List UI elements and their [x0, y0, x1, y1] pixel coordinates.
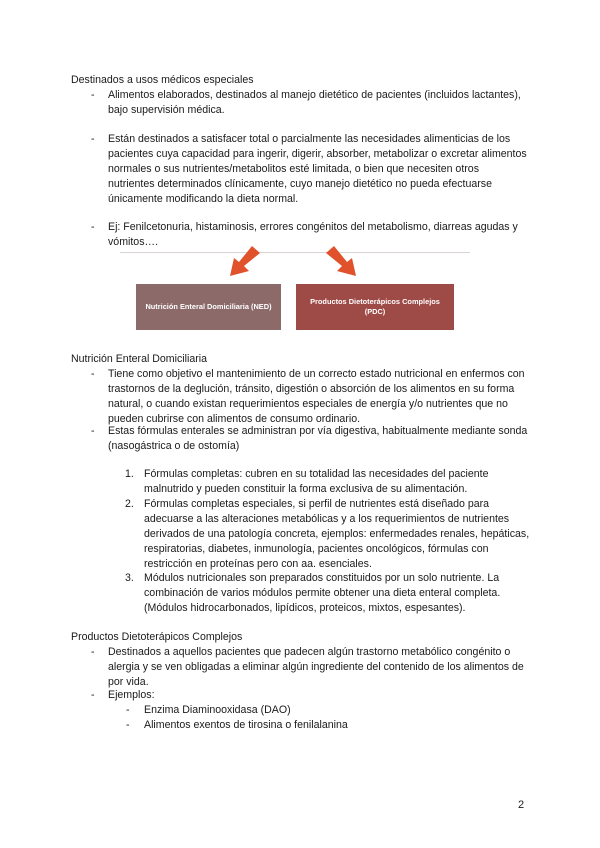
item-number: 3. [125, 572, 134, 584]
bullet-text: Alimentos elaborados, destinados al manejo dietético de pacientes (incluidos lactantes), bajo supervisión médica. [108, 89, 521, 116]
diagram-box-pdc [296, 284, 454, 330]
diagram-box-ned [136, 284, 281, 330]
section-heading-ned: Nutrición Enteral Domiciliaria [71, 353, 207, 365]
diagram-box-ned-label: Nutrición Enteral Domiciliaria (NED) [145, 302, 272, 311]
section-heading-usos-medicos: Destinados a usos médicos especiales [71, 74, 254, 86]
numbered-text: Módulos nutricionales son preparados constituidos por un solo nutriente. La combinación de varios módulos permite obtener una dieta enteral completa. (Módulos hidrocarbonados, lipídicos, proteicos, mixtos, espesantes). [144, 572, 501, 614]
item-number: 2. [125, 498, 134, 510]
sub-bullet-dash: - [126, 719, 130, 731]
bullet-dash: - [91, 425, 95, 437]
bullet-text: Tiene como objetivo el mantenimiento de un correcto estado nutricional en enfermos con trastornos de la deglución, tránsito, digestión o absorción de los alimentos en su forma natural, o cuando existan requerimientos especiales de energía y/o nutrientes que no pueden cubrirse con alimentos de consumo ordinario. [108, 368, 525, 425]
bullet-dash: - [91, 89, 95, 101]
bullet-text: Están destinados a satisfacer total o parcialmente las necesidades alimenticias de los pacientes cuya capacidad para ingerir, digerir, absorber, metabolizar o excretar alimentos normales o sus nutrientes/metabolitos esté limitada, o bien que necesiten otros nutrientes determinados clínicamente, cuyo manejo dietético no pueda efectuarse únicamente modificando la dieta normal. [108, 133, 527, 205]
bullet-text: Ejemplos: [108, 689, 155, 701]
diagram-divider-line [120, 252, 470, 253]
item-number: 1. [125, 468, 134, 480]
numbered-text: Fórmulas completas: cubren en su totalidad las necesidades del paciente malnutrido y pueden constituir la forma exclusiva de su alimentación. [144, 468, 489, 495]
bullet-text: Ej: Fenilcetonuria, histaminosis, errores congénitos del metabolismo, diarreas agudas y vómitos…. [108, 221, 518, 248]
bullet-dash: - [91, 646, 95, 658]
bullet-dash: - [91, 368, 95, 380]
sub-item-text: Alimentos exentos de tirosina o fenilalanina [144, 719, 348, 731]
bullet-text: Destinados a aquellos pacientes que padecen algún trastorno metabólico congénito o alergia y se ven obligadas a eliminar algún ingrediente del contenido de los alimentos de por vida. [108, 646, 524, 688]
numbered-text: Fórmulas completas especiales, si perfil de nutrientes está diseñado para adecuarse a las alteraciones metabólicas y a los requerimientos de nutrientes derivados de una patología concreta, ejemplos: enfermedades renales, hepáticas, respiratorias, diabetes, inmunología, pacientes oncológicos, fórmulas con restricción en proteínas pero con aa. esenciales. [144, 498, 530, 570]
sub-bullet-dash: - [126, 704, 130, 716]
section-heading-pdc: Productos Dietoterápicos Complejos [71, 631, 243, 643]
arrow-down-right-icon [320, 244, 364, 280]
arrow-down-left-icon [222, 244, 266, 280]
bullet-dash: - [91, 689, 95, 701]
bullet-dash: - [91, 133, 95, 145]
sub-item-text: Enzima Diaminooxidasa (DAO) [144, 704, 291, 716]
bullet-dash: - [91, 221, 95, 233]
page-number: 2 [518, 799, 525, 811]
bullet-text: Estas fórmulas enterales se administran por vía digestiva, habitualmente mediante sonda (nasogástrica o de ostomía) [108, 425, 528, 452]
diagram-box-pdc-label: Productos Dietoterápicos Complejos (PDC) [310, 297, 440, 316]
